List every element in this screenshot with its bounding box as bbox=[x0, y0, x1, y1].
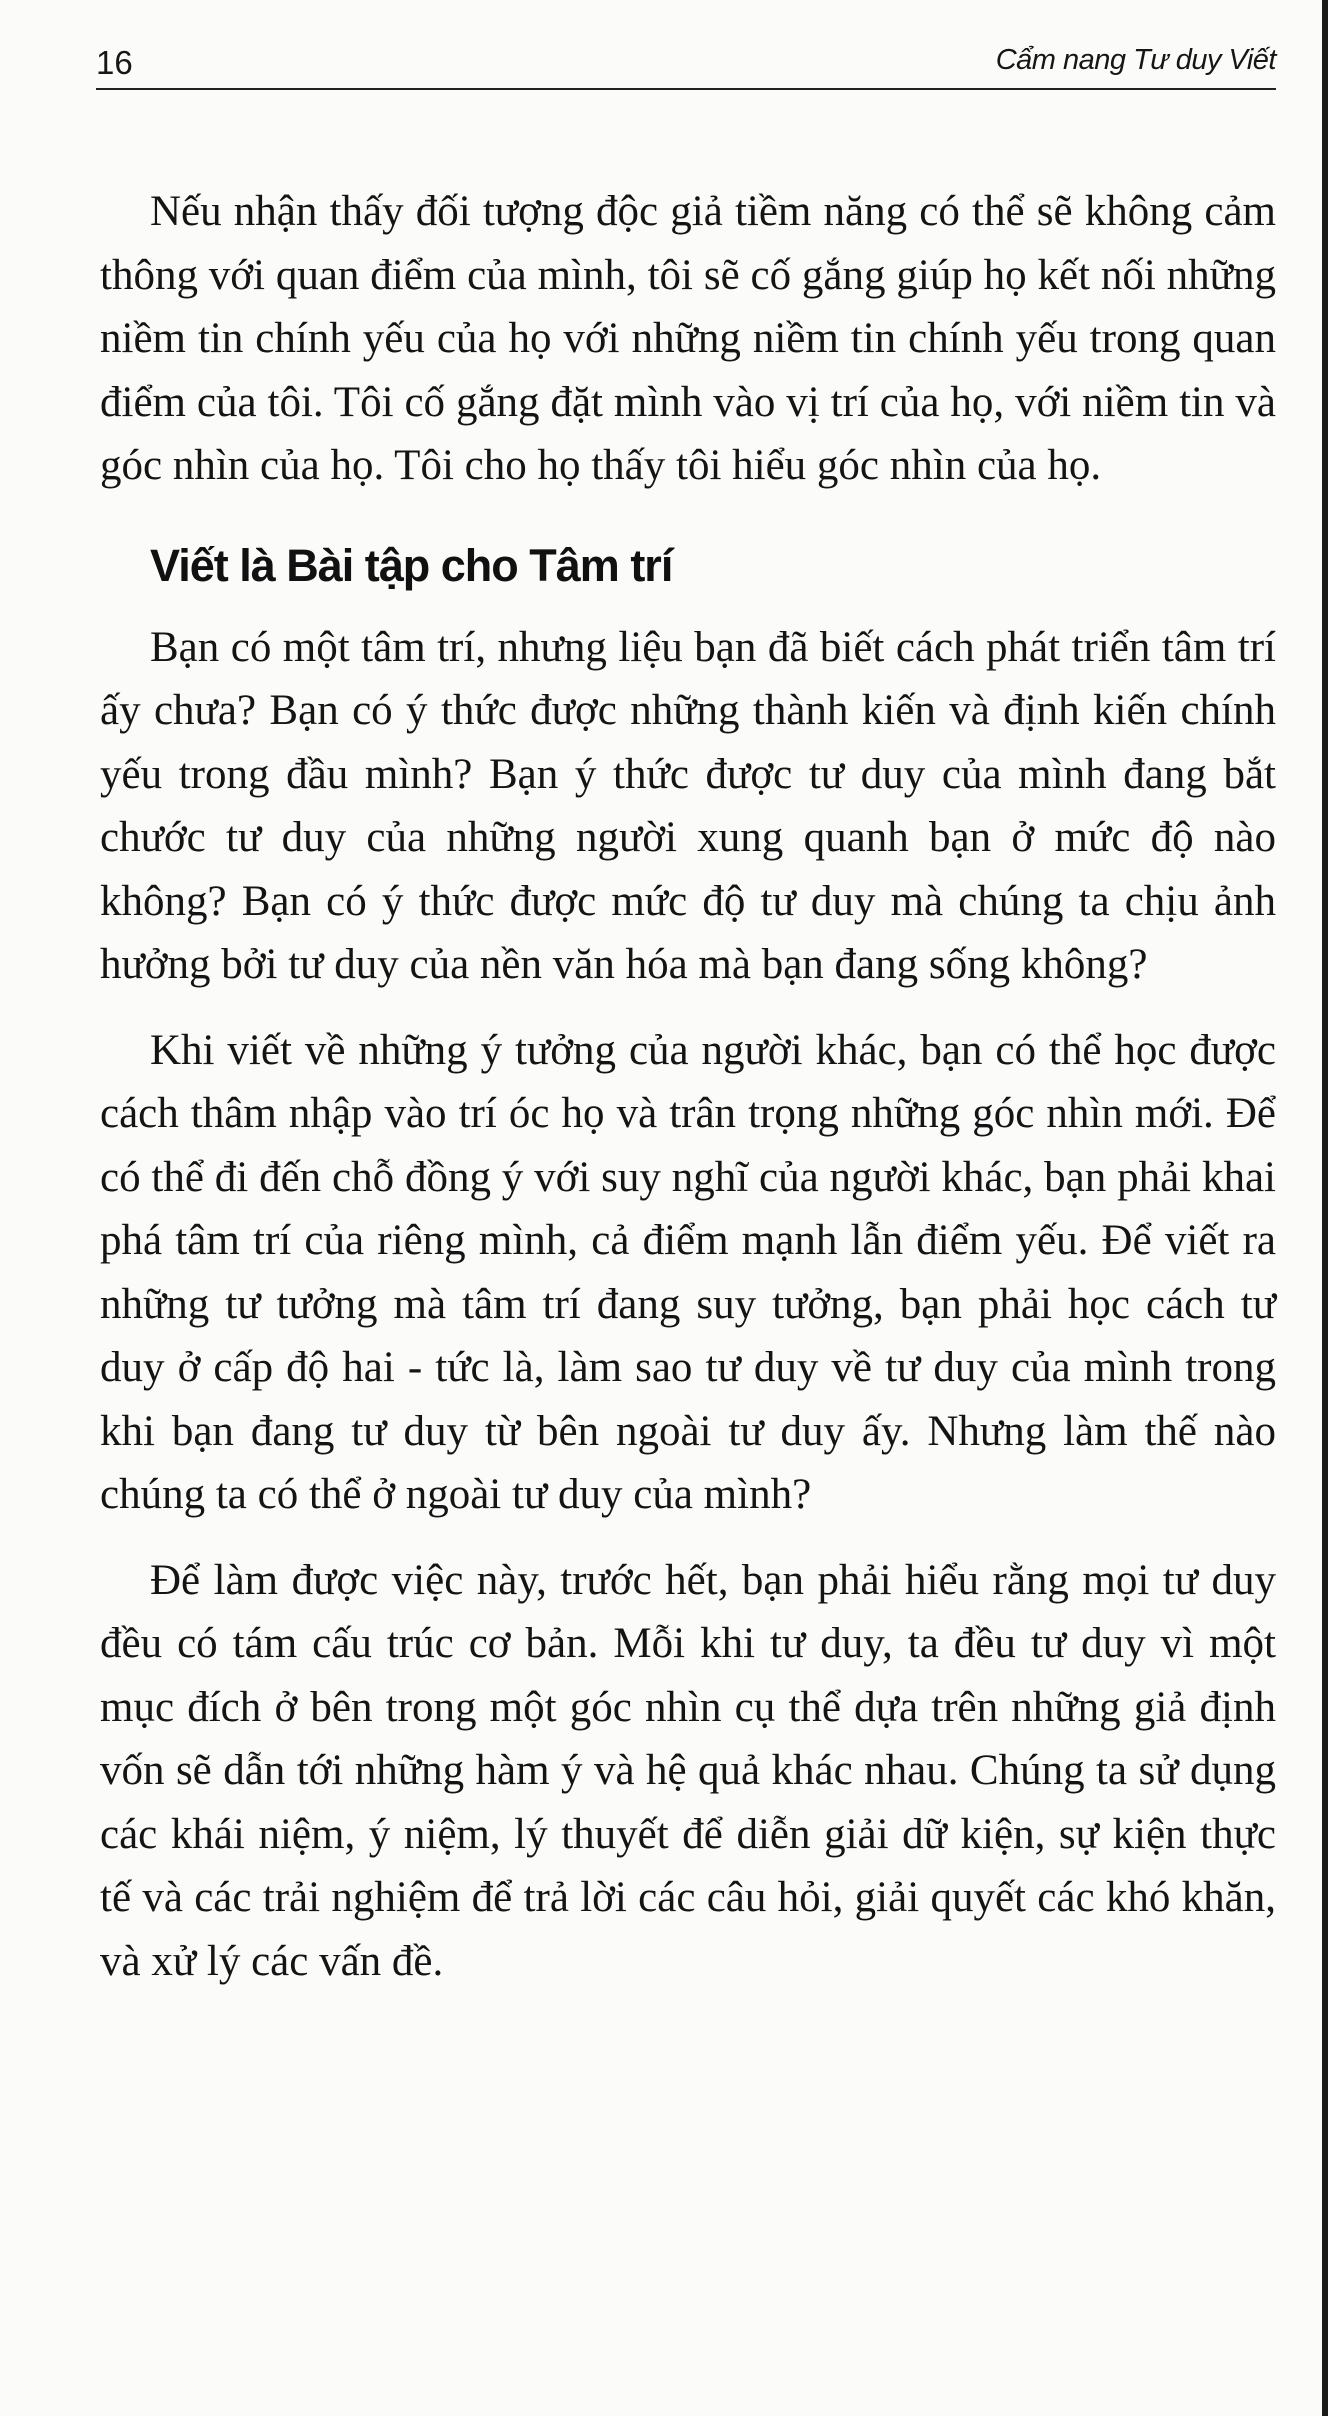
header-rule bbox=[96, 88, 1276, 90]
page-header bbox=[96, 38, 1276, 92]
paragraph-1: Nếu nhận thấy đối tượng độc giả tiềm năng có thể sẽ không cảm thông với quan điểm của mình, tôi sẽ cố gắng giúp họ kết nối những niềm tin chính yếu của họ với những niềm tin chính yếu trong quan điểm của tôi. Tôi cố gắng đặt mình vào vị trí của họ, với niềm tin và góc nhìn của họ. Tôi cho họ thấy tôi hiểu góc nhìn của họ. bbox=[100, 188, 1276, 489]
paragraph-4: Để làm được việc này, trước hết, bạn phải hiểu rằng mọi tư duy đều có tám cấu trúc cơ bản. Mỗi khi tư duy, ta đều tư duy vì một mục đích ở bên trong một góc nhìn cụ thể dựa trên những giả định vốn sẽ dẫn tới những hàm ý và hệ quả khác nhau. Chúng ta sử dụng các khái niệm, ý niệm, lý thuyết để diễn giải dữ kiện, sự kiện thực tế và các trải nghiệm để trả lời các câu hỏi, giải quyết các khó khăn, và xử lý các vấn đề. bbox=[100, 1556, 1276, 1985]
paragraph-3: Khi viết về những ý tưởng của người khác, bạn có thể học được cách thâm nhập vào trí óc họ và trân trọng những góc nhìn mới. Để có thể đi đến chỗ đồng ý với suy nghĩ của người khác, bạn phải khai phá tâm trí của riêng mình, cả điểm mạnh lẫn điểm yếu. Để viết ra những tư tưởng mà tâm trí đang suy tưởng, bạn phải học cách tư duy ở cấp độ hai - tức là, làm sao tư duy về tư duy của mình trong khi bạn đang tư duy từ bên ngoài tư duy ấy. Nhưng làm thế nào chúng ta có thể ở ngoài tư duy của mình? bbox=[100, 1026, 1276, 1518]
page-number: 16 bbox=[96, 44, 133, 81]
page-body bbox=[100, 180, 1276, 1993]
running-title: Cẩm nang Tư duy Viết bbox=[995, 44, 1276, 76]
page-edge-shadow bbox=[1322, 0, 1328, 2416]
section-heading: Viết là Bài tập cho Tâm trí bbox=[150, 539, 673, 591]
paragraph-2: Bạn có một tâm trí, nhưng liệu bạn đã biết cách phát triển tâm trí ấy chưa? Bạn có ý thức được những thành kiến và định kiến chính yếu trong đầu mình? Bạn ý thức được tư duy của mình đang bắt chước tư duy của những người xung quanh bạn ở mức độ nào không? Bạn có ý thức được mức độ tư duy mà chúng ta chịu ảnh hưởng bởi tư duy của nền văn hóa mà bạn đang sống không? bbox=[100, 623, 1276, 988]
